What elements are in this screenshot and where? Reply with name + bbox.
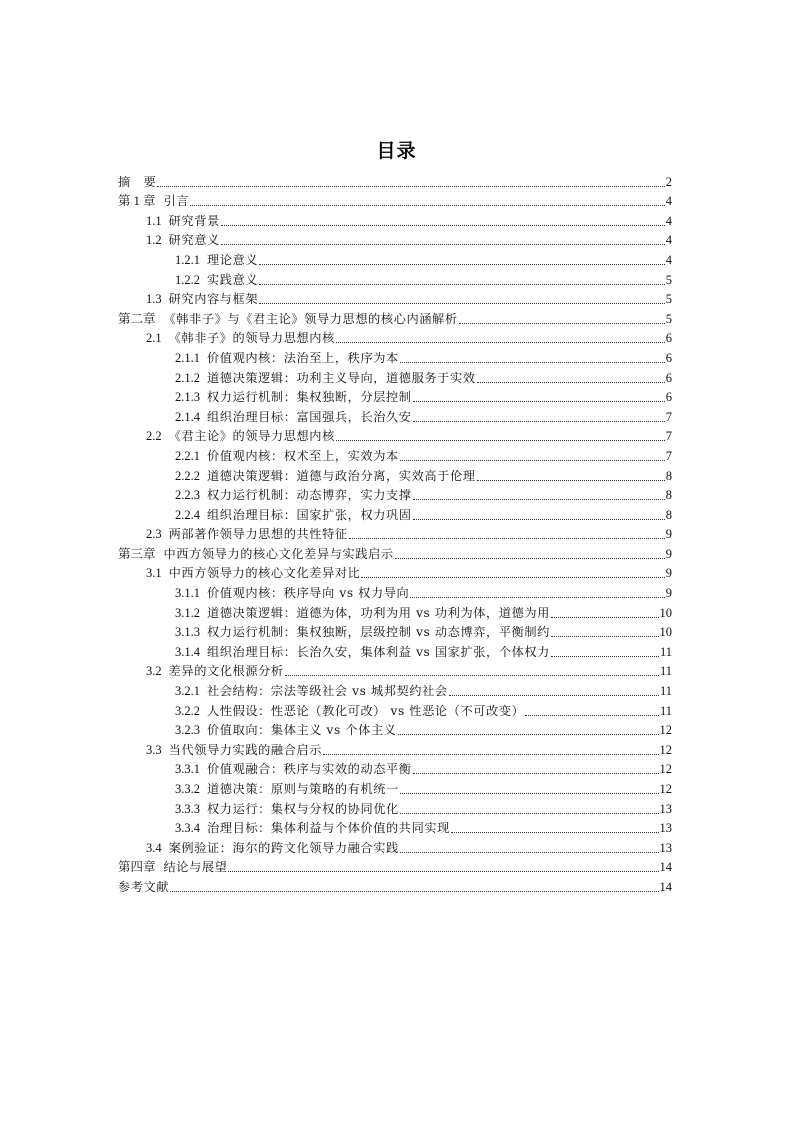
toc-entry-title: 实践意义 (207, 272, 259, 287)
toc-entry-number: 3.2.3 (175, 723, 200, 738)
toc-entry-number: 3.2 (146, 664, 162, 679)
toc-entry[interactable] (118, 758, 672, 778)
toc-entry-title: 道德决策逻辑：道德为体，功利为用 vs 功利为体，道德为用 (207, 605, 550, 620)
toc-entry-number: 2.1.1 (175, 350, 200, 365)
toc-entry-title: 两部著作领导力思想的共性特征 (168, 527, 348, 542)
toc-entry-page-number: 11 (659, 703, 672, 718)
toc-entry[interactable] (118, 679, 672, 699)
toc-entry-page-number: 12 (659, 742, 672, 757)
toc-entry-page-number: 12 (659, 762, 672, 777)
toc-entry-number: 2.3 (146, 527, 162, 542)
toc-entry-title: 研究内容与框架 (168, 292, 259, 307)
toc-entry-page-number: 12 (659, 782, 672, 796)
toc-entry[interactable] (118, 484, 672, 504)
dot-leader (525, 714, 659, 716)
toc-entry[interactable] (118, 366, 672, 386)
toc-entry-title: 权力运行机制：动态博弈，实力支撑 (207, 488, 412, 503)
toc-entry-number: 3.1.3 (175, 625, 200, 640)
toc-entry[interactable] (118, 581, 672, 601)
toc-entry-number: 第四章 (118, 860, 156, 875)
toc-entry-title: 中西方领导力的核心文化差异对比 (168, 566, 361, 581)
toc-entry-page-number: 4 (665, 233, 672, 248)
toc-entry[interactable] (118, 856, 672, 876)
toc-entry-number: 3.4 (146, 840, 162, 855)
dot-leader (285, 674, 659, 676)
toc-entry[interactable] (118, 817, 672, 837)
dot-leader (190, 204, 665, 206)
toc-entry-title: 人性假设：性恶论（教化可改） vs 性恶论（不可改变） (207, 703, 525, 718)
dot-leader (221, 243, 665, 245)
dot-leader (400, 812, 659, 814)
toc-entry-page-number: 9 (665, 586, 672, 601)
toc-entry-number: 3.1.2 (175, 605, 200, 620)
toc-entry-title: 结论与展望 (163, 860, 228, 875)
toc-entry-page-number: 2 (665, 174, 672, 189)
dot-leader (413, 400, 665, 402)
dot-leader (398, 733, 659, 735)
toc-entry-number: 3.2.2 (175, 703, 200, 718)
toc-entry-title: 组织治理目标：富国强兵，长治久安 (207, 409, 412, 424)
dot-leader (228, 870, 658, 872)
toc-entry-page-number: 13 (659, 821, 672, 836)
toc-entry-title: 价值取向：集体主义 vs 个体主义 (207, 723, 397, 738)
toc-entry[interactable] (118, 170, 672, 190)
toc-entry-number: 2.1.4 (175, 409, 200, 424)
toc-entry-number: 2.2.4 (175, 507, 200, 522)
toc-entry-title: 《君主论》的领导力思想内核 (168, 429, 335, 444)
dot-leader (221, 224, 665, 226)
toc-entry-number: 2.2 (146, 429, 162, 444)
toc-entry-number: 1.1 (146, 213, 162, 228)
toc-entry-page-number: 8 (665, 488, 672, 503)
toc-entry-page-number: 13 (659, 801, 672, 816)
dot-leader (336, 341, 665, 343)
toc-entry[interactable] (118, 248, 672, 268)
toc-entry-title: 道德决策：原则与策略的有机统一 (207, 782, 399, 796)
dot-leader (259, 283, 665, 285)
toc-entry-number: 2.1.3 (175, 390, 200, 405)
toc-entry-page-number: 6 (665, 390, 672, 405)
toc-entry-page-number: 4 (665, 194, 672, 209)
dot-leader (413, 518, 665, 520)
dot-leader (477, 381, 665, 383)
toc-entry-page-number: 6 (665, 331, 672, 346)
dot-leader (551, 635, 659, 637)
toc-entry-number: 2.2.3 (175, 488, 200, 503)
toc-entry[interactable] (118, 699, 672, 719)
toc-entry-page-number: 4 (665, 252, 672, 267)
toc-entry-title: 价值观内核：法治至上，秩序为本 (207, 350, 399, 365)
toc-entry-number: 1.2.1 (175, 252, 200, 267)
toc-entry[interactable] (118, 797, 672, 817)
toc-entry-page-number: 13 (659, 840, 672, 855)
toc-entry-page-number: 11 (659, 664, 672, 679)
dot-leader (361, 576, 664, 578)
toc-entry-page-number: 7 (665, 409, 672, 424)
dot-leader (349, 537, 665, 539)
toc-entry-page-number: 6 (665, 370, 672, 385)
toc-entry-number: 3.1.4 (175, 644, 200, 659)
toc-entry-page-number: 8 (665, 468, 672, 483)
toc-entry-title: 权力运行机制：集权独断，层级控制 vs 动态博弈，平衡制约 (207, 625, 550, 640)
toc-entry-title: 道德决策逻辑：功利主义导向，道德服务于实效 (207, 370, 476, 385)
toc-entry-number: 2.2.1 (175, 448, 200, 463)
dot-leader (551, 616, 659, 618)
toc-entry-title: 案例验证：海尔的跨文化领导力融合实践 (168, 840, 399, 855)
toc-entry[interactable] (118, 229, 672, 249)
toc-entry-title: 组织治理目标：长治久安，集体利益 vs 国家扩张，个体权力 (207, 644, 550, 659)
toc-entry-title: 治理目标：集体利益与个体价值的共同实现 (207, 821, 450, 836)
toc-entry[interactable] (118, 307, 672, 327)
toc-entry[interactable] (118, 327, 672, 347)
toc-entry[interactable] (118, 268, 672, 288)
toc-entry-number: 3.3.1 (175, 762, 200, 777)
toc-entry[interactable] (118, 503, 672, 523)
dot-leader (413, 772, 659, 774)
dot-leader (413, 498, 665, 500)
toc-entry-number: 3.3 (146, 742, 162, 757)
toc-entry[interactable] (118, 444, 672, 464)
toc-entry-number: 2.2.2 (175, 468, 200, 483)
toc-entry-title: 权力运行机制：集权独断，分层控制 (207, 390, 412, 405)
toc-entry-title: 《韩非子》与《君主论》领导力思想的核心内涵解析 (163, 311, 458, 326)
toc-entry-page-number: 14 (659, 879, 672, 894)
dot-leader (449, 694, 659, 696)
toc-entry-number: 第二章 (118, 311, 156, 326)
dot-leader (477, 479, 665, 481)
dot-leader (413, 420, 665, 422)
toc-entry-page-number: 14 (659, 860, 672, 875)
toc-entry-title: 引言 (163, 194, 190, 209)
toc-entry-number: 3.3.3 (175, 801, 200, 816)
toc-entry-title: 《韩非子》的领导力思想内核 (168, 331, 335, 346)
toc-entry[interactable] (118, 523, 672, 543)
toc-entry-title: 价值观内核：秩序导向 vs 权力导向 (207, 586, 410, 601)
toc-entry-title: 中西方领导力的核心文化差异与实践启示 (163, 546, 394, 561)
toc-entry-title: 理论意义 (207, 252, 259, 267)
toc-entry-page-number: 8 (665, 507, 672, 522)
toc-entry[interactable] (118, 621, 672, 641)
dot-leader (400, 459, 665, 461)
toc-entry-page-number: 5 (665, 272, 672, 287)
toc-entry-page-number: 9 (665, 546, 672, 561)
dot-leader (459, 322, 665, 324)
toc-entry-number: 3.2.1 (175, 684, 200, 699)
toc-entry-title: 摘 要 (118, 174, 157, 189)
toc-entry-page-number: 10 (659, 625, 672, 640)
toc-entry[interactable] (118, 190, 672, 210)
toc-entry-title: 当代领导力实践的融合启示 (168, 742, 323, 757)
dot-leader (410, 596, 664, 598)
toc-entry[interactable] (118, 875, 672, 895)
toc-entry[interactable] (118, 660, 672, 680)
dot-leader (323, 753, 658, 755)
toc-entry-page-number: 4 (665, 213, 672, 228)
toc-entry[interactable] (118, 719, 672, 739)
toc-entry[interactable] (118, 288, 672, 308)
toc-entry-page-number: 10 (659, 605, 672, 620)
toc-entry-title: 差异的文化根源分析 (168, 664, 284, 679)
toc-entry-title: 价值观融合：秩序与实效的动态平衡 (207, 762, 412, 777)
toc-entry-page-number: 11 (659, 684, 672, 699)
toc-entry-page-number: 7 (665, 448, 672, 463)
toc-entry-page-number: 5 (665, 292, 672, 307)
toc-entry-number: 2.1.2 (175, 370, 200, 385)
dot-leader (400, 851, 659, 853)
toc-entry[interactable] (118, 405, 672, 425)
toc-entry-title: 研究意义 (168, 233, 220, 248)
toc-entry-number: 第三章 (118, 546, 156, 561)
toc-entry-number: 3.1.1 (175, 586, 200, 601)
toc-entry-title: 研究背景 (168, 213, 220, 228)
dot-leader (259, 302, 665, 304)
toc-entry[interactable] (118, 542, 672, 562)
toc-entry-title: 参考文献 (118, 879, 170, 894)
dot-leader (451, 831, 659, 833)
toc-entry-page-number: 12 (659, 723, 672, 738)
toc-entry[interactable] (118, 425, 672, 445)
toc-entry-page-number: 6 (665, 350, 672, 365)
dot-leader (400, 792, 659, 794)
toc-entry[interactable] (118, 836, 672, 856)
dot-leader (400, 361, 665, 363)
toc-entry-title: 社会结构：宗法等级社会 vs 城邦契约社会 (207, 684, 448, 699)
toc-entry-number: 3.3.2 (175, 782, 200, 796)
toc-entry-page-number: 7 (665, 429, 672, 444)
toc-entry[interactable] (118, 777, 672, 797)
toc-entry-title: 道德决策逻辑：道德与政治分离，实效高于伦理 (207, 468, 476, 483)
toc-entry-number: 1.3 (146, 292, 162, 307)
toc-entry-number: 1.2.2 (175, 272, 200, 287)
toc-entry[interactable] (118, 562, 672, 582)
toc-entry[interactable] (118, 386, 672, 406)
toc-entry-page-number: 5 (665, 311, 672, 326)
toc-entry[interactable] (118, 601, 672, 621)
toc-entry-number: 2.1 (146, 331, 162, 346)
toc-entry[interactable] (118, 346, 672, 366)
toc-entry-number: 3.3.4 (175, 821, 200, 836)
dot-leader (259, 263, 665, 265)
dot-leader (336, 439, 665, 441)
dot-leader (551, 655, 659, 657)
dot-leader (395, 557, 665, 559)
toc-entry-title: 价值观内核：权术至上，实效为本 (207, 448, 399, 463)
toc-entry[interactable] (118, 209, 672, 229)
toc-entry-number: 第 1 章 (118, 194, 156, 209)
dot-leader (157, 185, 664, 187)
toc-entry-title: 权力运行：集权与分权的协同优化 (207, 801, 399, 816)
toc-entry-number: 3.1 (146, 566, 162, 581)
toc-entry-title: 组织治理目标：国家扩张，权力巩固 (207, 507, 412, 522)
toc-entry[interactable] (118, 640, 672, 660)
toc-entry-number: 1.2 (146, 233, 162, 248)
toc-entry[interactable] (118, 738, 672, 758)
toc-entry[interactable] (118, 464, 672, 484)
table-of-contents (118, 170, 672, 895)
toc-entry-page-number: 9 (665, 527, 672, 542)
toc-entry-page-number: 9 (665, 566, 672, 581)
toc-entry-page-number: 11 (659, 644, 672, 659)
dot-leader (170, 890, 658, 892)
toc-title: 目录 (376, 140, 417, 162)
